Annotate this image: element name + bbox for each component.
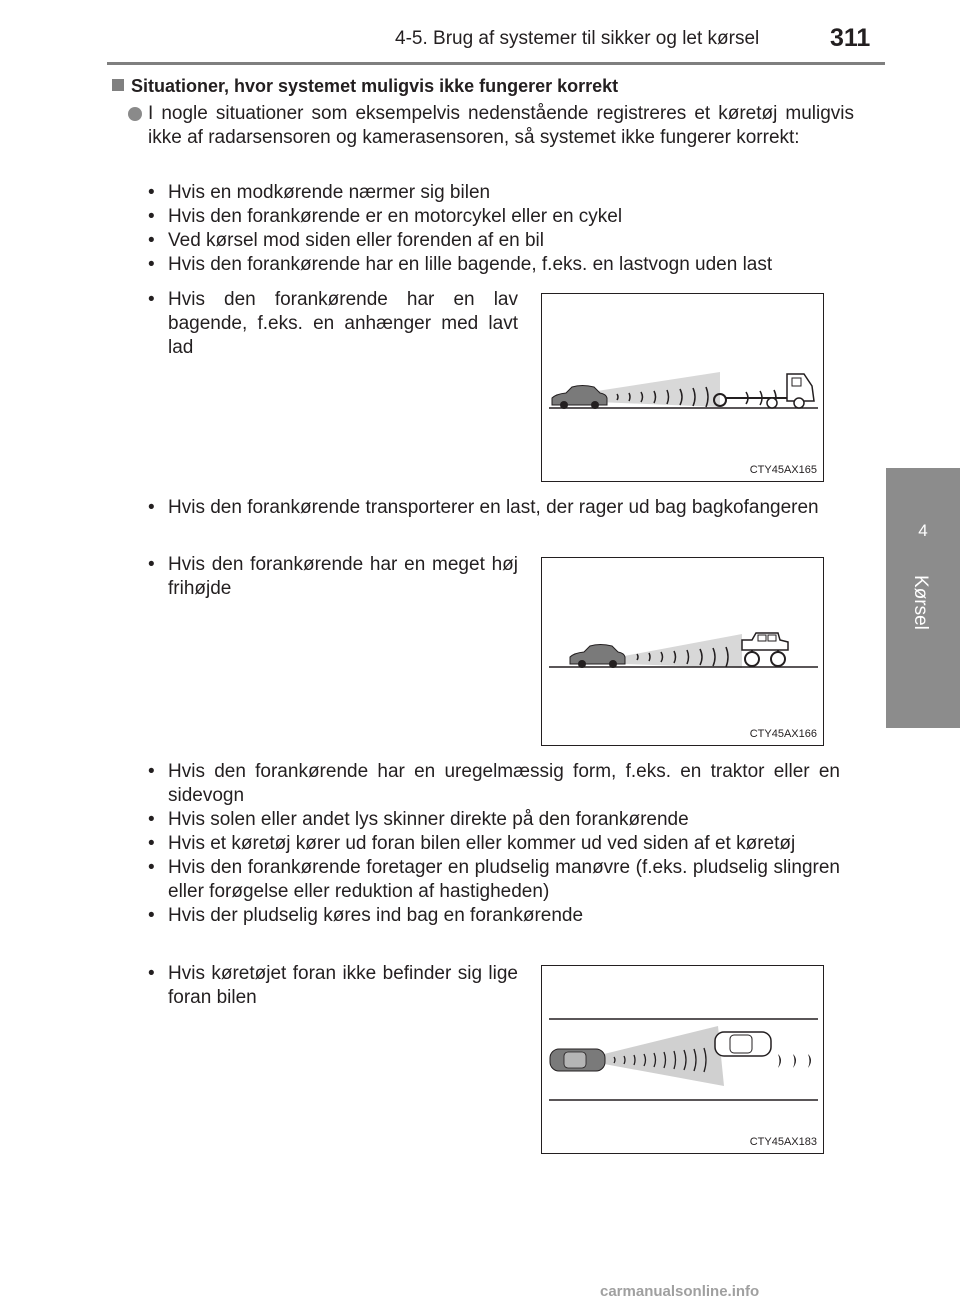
- header-section-title: 4-5. Brug af systemer til sikker og let kørsel: [395, 28, 760, 49]
- section-heading-text: Situationer, hvor systemet muligvis ikke fungerer korrekt: [131, 76, 619, 96]
- header-rule: [107, 62, 885, 65]
- figure-code: CTY45AX166: [749, 728, 817, 740]
- list-item: • Hvis den forankørende har en uregelmæssig form, f.eks. en traktor eller en sidevogn: [148, 761, 840, 806]
- list-item: • Hvis en modkørende nærmer sig bilen: [148, 182, 491, 203]
- list-item: • Hvis køretøjet foran ikke befinder sig lige foran bilen: [148, 963, 518, 1008]
- high-clearance-illustration: [542, 558, 823, 745]
- chapter-label: Kørsel: [910, 575, 931, 630]
- circle-bullet-icon: [128, 107, 142, 121]
- list-item: • Hvis solen eller andet lys skinner direkte på den forankørende: [148, 809, 689, 830]
- figure-offset-vehicle: [541, 965, 824, 1154]
- watermark: carmanualsonline.info: [600, 1283, 760, 1300]
- list-item: • Hvis der pludselig køres ind bag en forankørende: [148, 905, 584, 926]
- list-item: • Hvis den forankørende har en lav bagende, f.eks. en anhænger med lavt lad: [148, 289, 518, 358]
- list-item: • Hvis den forankørende har en meget høj frihøjde: [148, 554, 518, 599]
- figure-code: CTY45AX165: [749, 464, 817, 476]
- bullet-list-fig1: [148, 288, 518, 360]
- page-number: 311: [830, 24, 871, 52]
- intro-text: I nogle situationer som eksempelvis nedenstående registreres et køretøj muligvis ikke af radarsensoren og kamerasensoren, så systemet ikke fungerer korrekt:: [148, 103, 854, 148]
- bullet-list-mid: [148, 496, 840, 520]
- offset-vehicle-illustration: [542, 966, 823, 1153]
- section-heading: [112, 76, 618, 97]
- chapter-number: 4: [918, 521, 928, 540]
- figure-code: CTY45AX183: [749, 1136, 817, 1148]
- list-item: • Hvis den forankørende er en motorcykel eller en cykel: [148, 206, 623, 227]
- intro-paragraph: [128, 102, 854, 150]
- bullet-list-2: [148, 760, 840, 928]
- figure-low-trailer: [541, 293, 824, 482]
- bullet-list-fig3: [148, 962, 518, 1010]
- bullet-list-1: [148, 181, 848, 277]
- bullet-list-fig2: [148, 553, 518, 601]
- list-item: • Hvis et køretøj kører ud foran bilen eller kommer ud ved siden af et køretøj: [148, 833, 796, 854]
- list-item: • Hvis den forankørende foretager en pludselig manøvre (f.eks. pludselig slingren eller forøgelse eller reduktion af hastigheden): [148, 857, 840, 902]
- low-trailer-illustration: [542, 294, 823, 481]
- figure-high-clearance: [541, 557, 824, 746]
- list-item: • Ved kørsel mod siden eller forenden af en bil: [148, 230, 544, 251]
- square-bullet-icon: [112, 79, 124, 91]
- list-item: • Hvis den forankørende transporterer en last, der rager ud bag bagkofangeren: [148, 497, 819, 518]
- list-item: • Hvis den forankørende har en lille bagende, f.eks. en lastvogn uden last: [148, 254, 773, 275]
